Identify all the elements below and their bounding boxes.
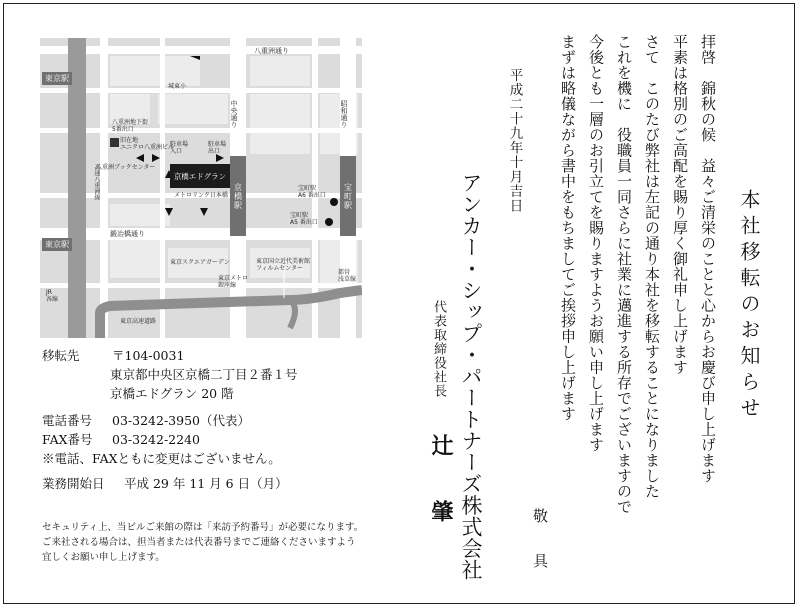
showa-dori-label: 昭和通り (340, 100, 349, 128)
move-label: 移転先 (42, 348, 80, 363)
parking-entrance-label: 駐車場 入口 (170, 141, 189, 155)
address-line-2: 京橋エドグラン 20 階 (110, 386, 234, 401)
exit-a6-marker (330, 198, 338, 206)
kajibashi-dori-label: 鍛冶橋通り (110, 230, 145, 238)
chuo-dori-label: 中央通り (230, 100, 239, 128)
yaesu-book-label: 八重洲ブックセンター (96, 164, 156, 171)
former-building-marker (110, 138, 119, 147)
tokyo-station-label: 東京駅 (42, 72, 72, 85)
former-location-label: 旧在地 ユニクロ八重洲ビル (120, 137, 175, 151)
new-address-info (42, 346, 298, 493)
takaracho-a5-label: 宝町駅 A5 番出口 (290, 212, 318, 226)
page-title: 本社移転のお知らせ (737, 189, 761, 423)
address-line-1: 東京都中央区京橋二丁目２番１号 (110, 367, 298, 382)
date: 平成二十九年十月吉日 (506, 68, 523, 213)
metro-link-label: メトロリンク日本橋 (174, 192, 228, 199)
body-line-4: これを機に 役職員一同さらに社業に邁進する所存でございますので (615, 34, 633, 515)
security-note-line: 宜しくお願い申し上げます。 (42, 552, 165, 563)
tel-label: 電話番号 (42, 413, 93, 428)
start-label: 業務開始日 (42, 476, 105, 491)
jonan-label: 城東小 (168, 83, 187, 90)
body-line-2: 平素は格別のご高配を賜り厚く御礼申し上げます (671, 34, 689, 375)
body-line-6: まずは略儀ながら書中をもちましてご挨拶申し上げます (559, 34, 577, 422)
film-center-label: 東京国立近代美術館 フィルムセンター (256, 258, 311, 272)
body-line-5: 今後とも一層のお引立てを賜りますようお願い申し上げます (587, 34, 605, 453)
security-note-line: セキュリティ上、当ビルご来館の際は「来訪予約番号」が必要になります。 (42, 522, 364, 533)
jr-line-label: JR 各線 (46, 289, 59, 303)
closing-keigu: 敬 具 (531, 508, 549, 568)
representative-name: 辻 肇 (428, 434, 454, 522)
kosoku-yaesu-label: 高速八重洲線 (92, 164, 100, 200)
yaesu-chika-label: 八重洲地下街 5番出口 (112, 119, 149, 133)
exit-a5-marker (325, 218, 333, 226)
location-map (40, 38, 362, 338)
announcement-card (3, 3, 795, 604)
company-name: アンカー・シップ・パートナーズ株式会社 (459, 172, 483, 581)
change-note: ※電話、FAXともに変更はございません。 (42, 451, 281, 466)
tokyo-station-label-2: 東京駅 (42, 238, 72, 251)
kyobashi-station: 京橋駅 (230, 156, 246, 236)
fax-number: 03-3242-2240 (112, 432, 200, 447)
tel-number: 03-3242-3950（代表） (112, 413, 250, 428)
takaracho-station: 宝町駅 (340, 156, 356, 236)
takaracho-a6-label: 宝町駅 A6 番出口 (298, 185, 326, 199)
square-garden-label: 東京スクエアガーデン (170, 259, 230, 266)
security-note (42, 520, 363, 565)
security-note-line: ご来社される場合は、担当者または代表番号までご連絡くださいますよう (42, 537, 356, 548)
yaesu-dori-label: 八重洲通り (254, 47, 289, 55)
metro-ginza-label: 東京メトロ 銀座線 (218, 275, 249, 289)
body-line-3: さて このたび弊社は左記の通り本社を移転することになりました (643, 34, 661, 499)
edogrand-building: 京橋エドグラン (170, 164, 230, 188)
postal-code: 〒104-0031 (112, 348, 185, 363)
parking-exit-label: 駐車場 出口 (208, 141, 227, 155)
toei-asakusa-label: 都営 浅草線 (338, 269, 357, 283)
shuto-kosoku-label: 東京高速道路 (120, 318, 157, 325)
start-date: 平成 29 年 11 月 6 日（月） (124, 476, 288, 491)
fax-label: FAX番号 (42, 432, 93, 447)
representative-title: 代表取締役社長 (431, 300, 446, 398)
body-line-1: 拝啓 錦秋の候 益々ご清栄のことと心からお慶び申し上げます (699, 34, 717, 484)
